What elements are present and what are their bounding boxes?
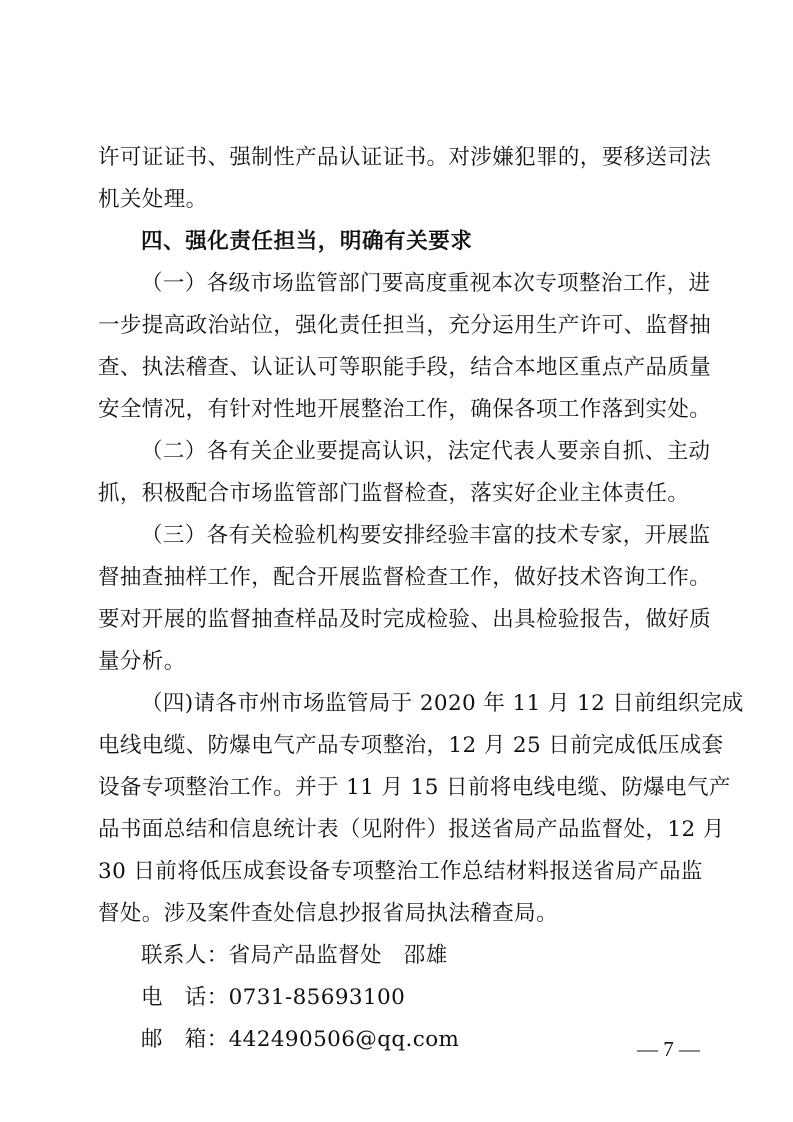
- paragraph-line: 品书面总结和信息统计表（见附件）报送省局产品监督处，12 月: [98, 817, 725, 842]
- paragraph-line: （三）各有关检验机构要安排经验丰富的技术专家，开展监: [141, 523, 711, 548]
- paragraph-line: 查、执法稽查、认证认可等职能手段，结合本地区重点产品质量: [98, 355, 712, 380]
- section-heading: 四、强化责任担当，明确有关要求: [141, 229, 473, 254]
- paragraph-line: 督抽查抽样工作，配合开展监督检查工作，做好技术咨询工作。: [98, 565, 712, 590]
- paragraph-line: 督处。涉及案件查处信息抄报省局执法稽查局。: [98, 901, 558, 926]
- paragraph-line: 电线电缆、防爆电气产品专项整治，12 月 25 日前完成低压成套: [98, 733, 724, 758]
- contact-email: 邮 箱：442490506@qq.com: [141, 1027, 460, 1052]
- contact-person: 联系人：省局产品监督处 邵雄: [141, 943, 448, 968]
- paragraph-line: （一）各级市场监管部门要高度重视本次专项整治工作，进: [141, 271, 711, 296]
- page-number: — 7 —: [637, 1037, 700, 1061]
- paragraph-line: （四)请各市州市场监管局于 2020 年 11 月 12 日前组织完成: [141, 691, 744, 716]
- paragraph-line: 抓，积极配合市场监管部门监督检查，落实好企业主体责任。: [98, 481, 690, 506]
- paragraph-line: 许可证证书、强制性产品认证证书。对涉嫌犯罪的，要移送司法: [98, 145, 712, 170]
- paragraph-line: （二）各有关企业要提高认识，法定代表人要亲自抓、主动: [141, 439, 711, 464]
- paragraph-line: 量分析。: [98, 649, 186, 674]
- paragraph-line: 设备专项整治工作。并于 11 月 15 日前将电线电缆、防爆电气产: [98, 775, 731, 800]
- paragraph-line: 一步提高政治站位，强化责任担当，充分运用生产许可、监督抽: [98, 313, 712, 338]
- paragraph-line: 要对开展的监督抽查样品及时完成检验、出具检验报告，做好质: [98, 607, 712, 632]
- paragraph-line: 机关处理。: [98, 187, 208, 212]
- paragraph-line: 30 日前将低压成套设备专项整治工作总结材料报送省局产品监: [98, 859, 703, 884]
- contact-phone: 电 话：0731-85693100: [141, 985, 406, 1010]
- paragraph-line: 安全情况，有针对性地开展整治工作，确保各项工作落到实处。: [98, 397, 712, 422]
